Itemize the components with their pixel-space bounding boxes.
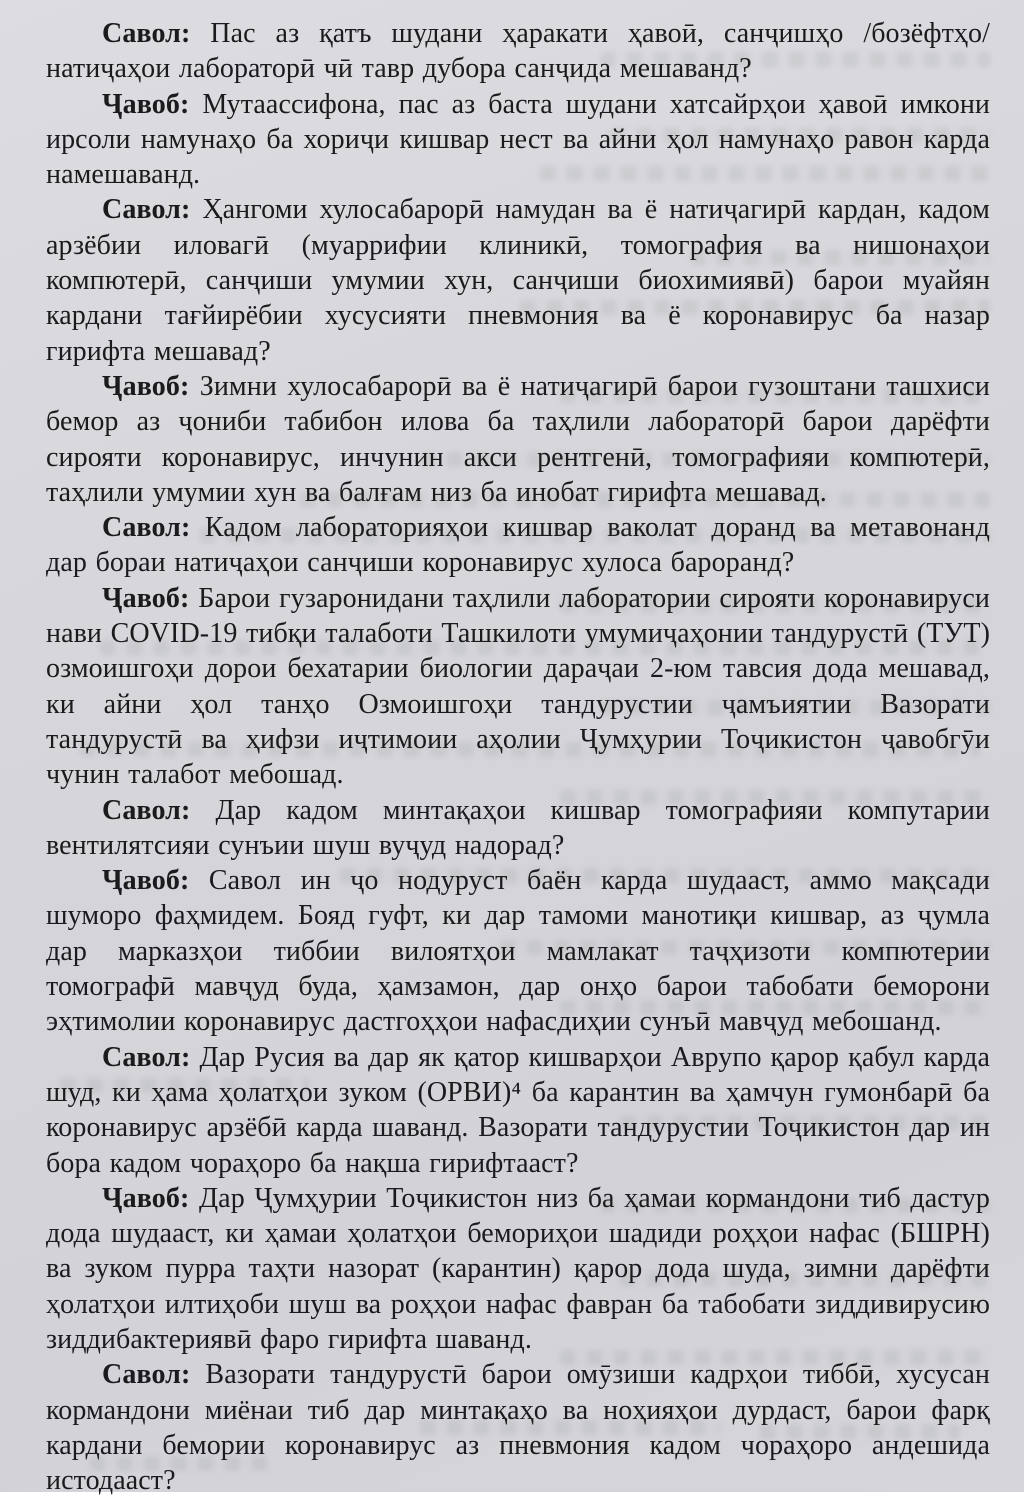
qa-paragraph xyxy=(46,1357,990,1498)
qa-paragraph xyxy=(46,16,990,87)
qa-label: Ҷавоб: xyxy=(102,865,190,897)
qa-text: Дар Ҷумҳурии Тоҷикистон низ ба ҳамаи кормандони тиб дастур дода шудааст, ки ҳамаи ҳолатҳои бемориҳои шадиди роҳҳои нафас (БШРН) ва зуком пурра таҳти назорат (карантин) қарор дода шуда, зимни дарёфти ҳолатҳои илтиҳоби шуш ва роҳҳои нафас фавран ба табобати зиддивирусию зиддибактериявӣ фаро гирифта шаванд. xyxy=(46,1182,990,1355)
qa-label: Савол: xyxy=(102,794,191,826)
qa-text: Дар Русия ва дар як қатор кишварҳои Аврупо қарор қабул карда шуд, ки ҳама ҳолатҳои зуком (ОРВИ)⁴ ба карантин ва ҳамчун гумонбарӣ ба коронавирус арзёбӣ карда шаванд. Вазорати тандурустии Тоҷикистон дар ин бора кадом чораҳоро ба нақша гирифтааст? xyxy=(46,1041,990,1179)
qa-label: Ҷавоб: xyxy=(102,1182,190,1214)
qa-label: Ҷавоб: xyxy=(102,582,190,614)
qa-paragraph xyxy=(46,87,990,193)
qa-label: Савол: xyxy=(102,1041,191,1073)
qa-label: Ҷавоб: xyxy=(102,370,190,402)
qa-text: Дар кадом минтақаҳои кишвар томографияи компутарии вентилятсияи сунъии шуш вуҷуд надорад? xyxy=(46,794,990,861)
qa-paragraph xyxy=(46,1181,990,1357)
qa-text: Савол ин ҷо нодуруст баён карда шудааст, аммо мақсади шуморо фаҳмидем. Бояд гуфт, ки дар тамоми манотиқи кишвар, аз ҷумла дар марказҳои тиббии вилоятҳои мамлакат таҷҳизоти компютерии томографӣ мавҷуд буда, ҳамзамон, дар онҳо барои табобати беморони эҳтимолии коронавирус дастгоҳҳои нафасдиҳии сунъӣ мавҷуд мебошанд. xyxy=(46,865,990,1038)
qa-text: Зимни хулосабарорӣ ва ё натиҷагирӣ барои гузоштани ташхиси бемор аз ҷониби табибон илова ба таҳлили лабораторӣ барои дарёфти сирояти коронавирус, инчунин акси рентгенӣ, томографияи компютерӣ, таҳлили умумии хун ва балғам низ ба инобат гирифта мешавад. xyxy=(46,370,990,508)
qa-paragraph xyxy=(46,510,990,581)
qa-paragraph xyxy=(46,369,990,510)
qa-paragraph xyxy=(46,581,990,793)
qa-label: Савол: xyxy=(102,1359,191,1391)
qa-text: Вазорати тандурустӣ барои омӯзиши кадрҳои тиббӣ, хусусан кормандони миёнаи тиб дар минтақаҳо ва ноҳияҳои дурдаст, барои фарқ кардани бемории коронавирус аз пневмония кадом чораҳоро андешида истодааст? xyxy=(46,1359,990,1497)
qa-label: Савол: xyxy=(102,18,191,49)
qa-text: Мутаассифона, пас аз баста шудани хатсайрҳои ҳавоӣ имкони ирсоли намунаҳо ба хориҷи кишвар нест ва айни ҳол намунаҳо равон карда намешаванд. xyxy=(46,88,990,191)
qa-label: Савол: xyxy=(102,512,191,544)
qa-paragraph xyxy=(46,863,990,1039)
qa-label: Ҷавоб: xyxy=(102,88,190,120)
qa-paragraph xyxy=(46,1040,990,1181)
qa-text: Барои гузаронидани таҳлили лаборатории сирояти коронавируси нави COVID-19 тибқи талаботи Ташкилоти умумиҷаҳонии тандурустӣ (ТУТ) озмоишгоҳи дорои бехатарии биологии дараҷаи 2-юм тавсия дода мешавад, ки айни ҳол танҳо Озмоишгоҳи тандурустии ҷамъиятии Вазорати тандурустӣ ва ҳифзи иҷтимоии аҳолии Ҷумҳурии Тоҷикистон ҷавобгӯи чунин талабот мебошад. xyxy=(46,582,990,791)
qa-paragraph xyxy=(46,192,990,368)
qa-label: Савол: xyxy=(102,194,191,226)
qa-paragraph xyxy=(46,793,990,864)
qa-text: Кадом лабораторияҳои кишвар ваколат доранд ва метавонанд дар бораи натиҷаҳои санҷиши коронавирус хулоса бароранд? xyxy=(46,512,990,579)
qa-text: Пас аз қатъ шудани ҳаракати ҳавоӣ, санҷишҳо /бозёфтҳо/натиҷаҳои лабораторӣ чӣ тавр дубора санҷида мешаванд? xyxy=(46,18,990,85)
qa-text: Ҳангоми хулосабарорӣ намудан ва ё натиҷагирӣ кардан, кадом арзёбии иловагӣ (муаррифии клиникӣ, томография ва нишонаҳои компютерӣ, санҷиши умумии хун, санҷиши биохимиявӣ) барои муайян кардани тағйирёбии хусусияти пневмония ва ё коронавирус ба назар гирифта мешавад? xyxy=(46,194,990,367)
